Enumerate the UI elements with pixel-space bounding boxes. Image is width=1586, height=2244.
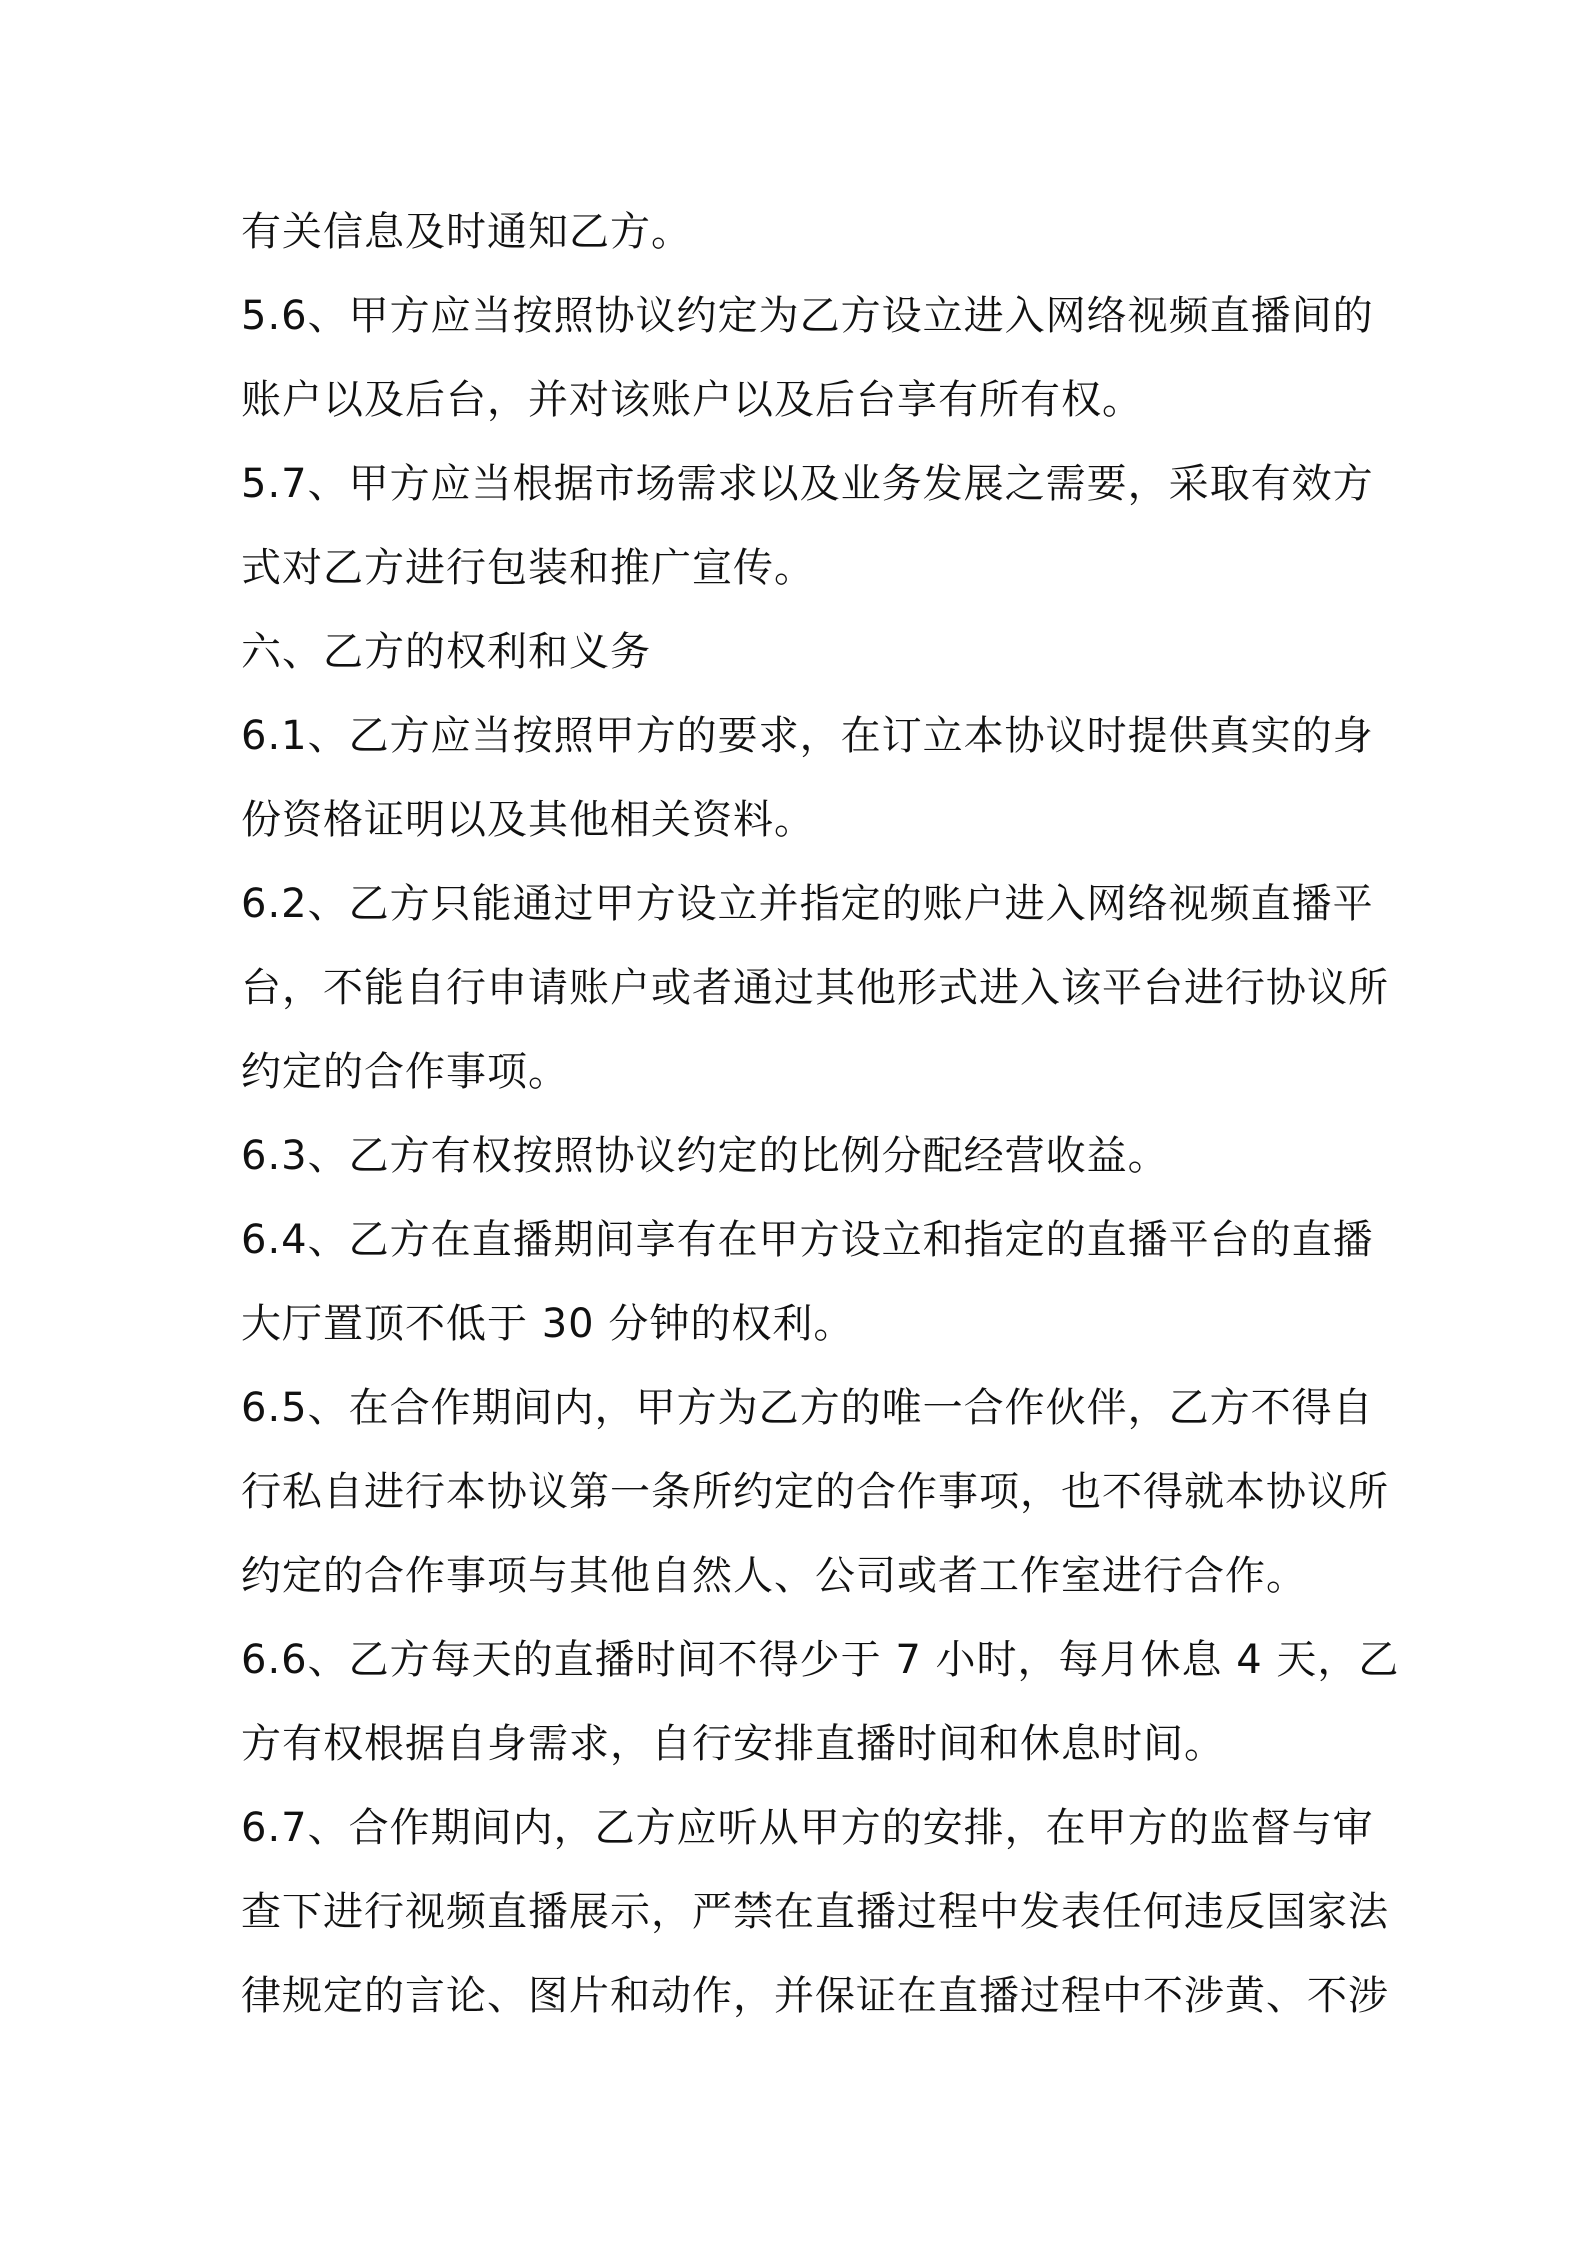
section-heading: 六、乙方的权利和义务 [241, 629, 651, 675]
text-line: 6.4、乙方在直播期间享有在甲方设立和指定的直播平台的直播 [241, 1217, 1374, 1263]
text-line: 有关信息及时通知乙方。 [241, 209, 692, 255]
text-line: 6.6、乙方每天的直播时间不得少于 7 小时，每月休息 4 天，乙 [241, 1637, 1400, 1683]
text-line: 5.7、甲方应当根据市场需求以及业务发展之需要，采取有效方 [241, 461, 1374, 507]
text-line: 6.2、乙方只能通过甲方设立并指定的账户进入网络视频直播平 [241, 881, 1374, 927]
text-line: 式对乙方进行包装和推广宣传。 [241, 545, 815, 591]
text-line: 台，不能自行申请账户或者通过其他形式进入该平台进行协议所 [241, 965, 1389, 1011]
text-line: 行私自进行本协议第一条所约定的合作事项，也不得就本协议所 [241, 1469, 1389, 1515]
text-line: 律规定的言论、图片和动作，并保证在直播过程中不涉黄、不涉 [241, 1973, 1389, 2019]
text-line: 方有权根据自身需求，自行安排直播时间和休息时间。 [241, 1721, 1225, 1767]
text-line: 约定的合作事项与其他自然人、公司或者工作室进行合作。 [241, 1553, 1307, 1599]
text-line: 6.7、合作期间内，乙方应听从甲方的安排，在甲方的监督与审 [241, 1805, 1374, 1851]
text-line: 6.3、乙方有权按照协议约定的比例分配经营收益。 [241, 1133, 1169, 1179]
text-line: 查下进行视频直播展示，严禁在直播过程中发表任何违反国家法 [241, 1889, 1389, 1935]
text-line: 约定的合作事项。 [241, 1049, 569, 1095]
contract-text [241, 190, 1400, 2038]
text-line: 6.1、乙方应当按照甲方的要求，在订立本协议时提供真实的身 [241, 713, 1374, 759]
text-line: 大厅置顶不低于 30 分钟的权利。 [241, 1301, 855, 1347]
text-line: 5.6、甲方应当按照协议约定为乙方设立进入网络视频直播间的 [241, 293, 1374, 339]
text-line: 账户以及后台，并对该账户以及后台享有所有权。 [241, 377, 1143, 423]
text-line: 份资格证明以及其他相关资料。 [241, 797, 815, 843]
text-line: 6.5、在合作期间内，甲方为乙方的唯一合作伙伴，乙方不得自 [241, 1385, 1374, 1431]
